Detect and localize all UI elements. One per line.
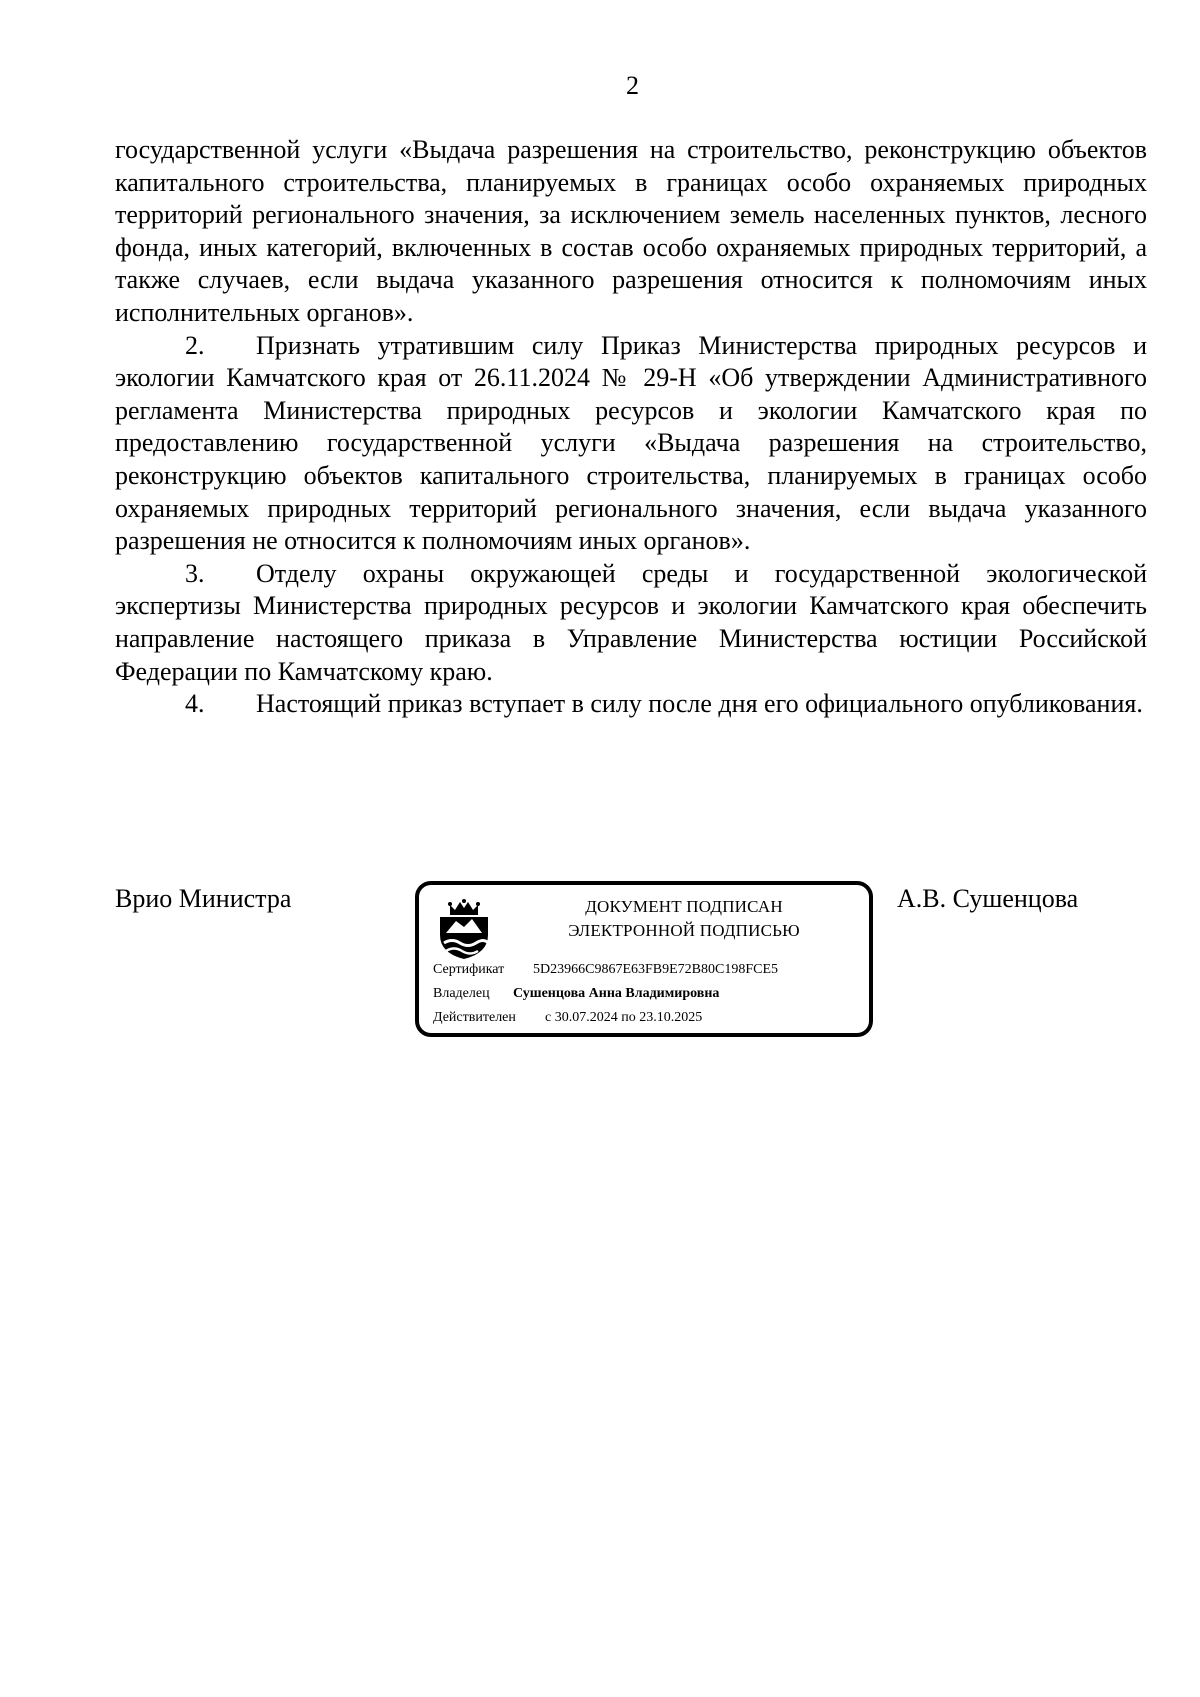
valid-from-prefix: с (545, 1010, 552, 1025)
electronic-signature-stamp (415, 881, 873, 1037)
certificate-label: Сертификат (433, 962, 505, 977)
item-number: 4. (185, 689, 205, 719)
owner-row (433, 984, 719, 1004)
certificate-value: 5D23966C9867E63FB9E72B80C198FCE5 (533, 962, 779, 977)
document-body (115, 134, 1147, 721)
stamp-title-line1: ДОКУМЕНТ ПОДПИСАН (585, 897, 783, 916)
page-number: 2 (626, 71, 639, 100)
list-item (115, 330, 1147, 558)
stamp-title-line2: ЭЛЕКТРОННОЙ ПОДПИСЬЮ (568, 921, 800, 940)
owner-value: Сушенцова Анна Владимировна (513, 986, 720, 1001)
valid-label: Действителен (433, 1010, 516, 1025)
owner-label: Владелец (433, 986, 490, 1001)
signer-position: Врио Министра (115, 884, 292, 913)
item-text: Отделу охраны окружающей среды и государственной экологической экспертизы Министерства природных ресурсов и экологии Камчатского края обеспечить направление настоящего приказа в Управление Министерства юстиции Российской Федерации по Камчатскому краю. (115, 558, 1147, 686)
valid-from: 30.07.2024 (554, 1010, 618, 1025)
kamchatka-coat-of-arms-icon (436, 897, 492, 961)
signer-name: А.В. Сушенцова (897, 884, 1079, 913)
item-number: 2. (185, 330, 205, 360)
valid-to: 23.10.2025 (639, 1010, 703, 1025)
validity-row (433, 1008, 702, 1028)
valid-to-prefix: по (621, 1010, 636, 1025)
item-text: Признать утратившим силу Приказ Министерства природных ресурсов и экологии Камчатского края от 26.11.2024 № 29-Н «Об утверждении Административного регламента Министерства природных ресурсов и экологии Камчатского края по предоставлению государственной услуги «Выдача разрешения на строительство, реконструкцию объектов капитального строительства, планируемых в границах особо охраняемых природных территорий регионального значения, если выдача указанного разрешения не относится к полномочиям иных органов». (115, 330, 1147, 556)
certificate-row (433, 960, 778, 980)
item-number: 3. (185, 558, 205, 588)
continuation-paragraph: государственной услуги «Выдача разрешения на строительство, реконструкцию объектов капитального строительства, планируемых в границах особо охраняемых природных территорий регионального значения, за исключением земель населенных пунктов, лесного фонда, иных категорий, включенных в состав особо охраняемых природных территорий, а также случаев, если выдача указанного разрешения относится к полномочиям иных исполнительных органов». (115, 135, 1147, 327)
list-item (115, 688, 1147, 721)
list-item (115, 558, 1147, 688)
item-text: Настоящий приказ вступает в силу после дня его официального опубликования. (256, 689, 1143, 719)
